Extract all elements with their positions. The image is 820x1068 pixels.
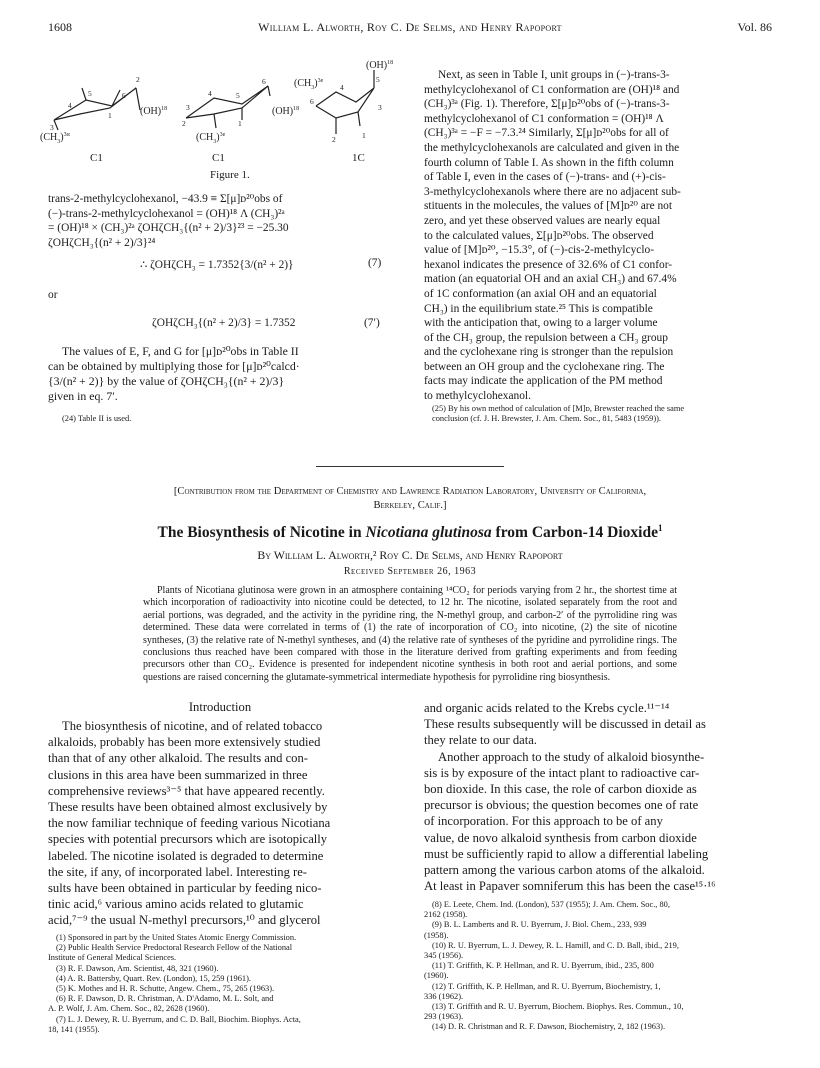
atom-num: 2 — [332, 135, 336, 144]
chair-1 — [54, 88, 140, 130]
text-line: methylcyclohexanol of C1 conformation = (OH)¹⁸ Λ — [424, 112, 664, 125]
text-line: sis is by exposure of the intact plant to radioactive car- — [424, 765, 700, 780]
text-line: value, de novo alkaloid synthesis from carbon dioxide — [424, 830, 697, 845]
footnote-line: (12) T. Griffith, K. P. Hellman, and R. U. Byerrum, Biochemistry, 1, — [432, 981, 661, 991]
text-line: can be obtained by multiplying those for [μ]ᴅ²⁰calcd· — [48, 359, 300, 373]
text-line: bon dioxide. In this case, the role of carbon dioxide as — [424, 782, 697, 797]
oh-label-1: (OH)$^{18}$ — [140, 106, 168, 117]
atom-num: 2 — [136, 75, 140, 84]
text-line: the methylcyclohexanols are calculated and given in the — [424, 141, 680, 154]
text-line: tinic acid,⁶ various amino acids related to glutamic — [48, 897, 304, 912]
ch3-label-2: $(CH_3)^{3e}$ — [196, 132, 226, 145]
oh-label-3: (OH)$^{18}$ — [366, 60, 394, 71]
atom-num: 5 — [236, 91, 240, 100]
intro-left-body — [48, 718, 396, 929]
atom-num: 4 — [340, 83, 344, 92]
text-line: fourth column of Table I. As shown in the fifth column — [424, 156, 674, 169]
text-line: to methylcyclohexanol. — [424, 390, 531, 403]
ch3-label-3: $(CH_3)^{3e}$ — [294, 78, 324, 91]
ring-label-c1: C1 — [90, 152, 103, 164]
footnote-25 — [424, 404, 772, 424]
text-line: than that of any other alkaloid. The results and con- — [48, 751, 308, 766]
intro-right-footnotes — [424, 900, 772, 1033]
text-line: zero, and yet these observed values are nearly equal — [424, 214, 661, 227]
intro-heading: Introduction — [188, 700, 252, 714]
atom-num: 1 — [238, 119, 242, 128]
or-text: or — [48, 289, 58, 301]
text-line: given in eq. 7′. — [48, 389, 118, 403]
text-line: between an OH group and the cyclohexane ring. The — [424, 360, 665, 373]
text-line: 3-methylcyclohexanols where there are no adjacent sub- — [424, 185, 681, 198]
equation-7prime-number: (7′) — [364, 317, 380, 329]
running-header-authors: William L. Alworth, Roy C. De Selms, and Henry Rapoport — [258, 20, 562, 34]
footnote-line: (8) E. Leete, Chem. Ind. (London), 537 (1955); J. Am. Chem. Soc., 80, — [432, 900, 670, 909]
footnote-line: (4) A. R. Battersby, Quart. Rev. (London), 15, 259 (1961). — [56, 973, 251, 983]
atom-num: 3 — [378, 103, 382, 112]
text-line: CH₃) in the equilibrium state.²⁵ This is compatible — [424, 302, 653, 315]
atom-num: 2 — [182, 119, 186, 128]
footnote-line: 345 (1956). — [424, 951, 464, 961]
volume-number: Vol. 86 — [737, 20, 772, 34]
text-line: labeled. The nicotine isolated is degraded to determine — [48, 848, 324, 863]
article-byline: By William L. Alworth,² Roy C. De Selms, and Henry Rapoport — [257, 548, 563, 562]
text-line: value of [M]ᴅ²⁰, −15.3°, of (−)-cis-2-methylcyclo- — [424, 244, 654, 257]
text-line: At least in Papaver somniferum this has been the case¹⁵·¹⁶ — [424, 879, 716, 894]
text-line: (CH₃)³ᵃ (Fig. 1). Therefore, Σ[μ]ᴅ²⁰obs of (−)-trans-3- — [424, 98, 670, 111]
text-line: These results have been obtained almost exclusively by — [48, 800, 328, 815]
text-line: sults have been obtained in particular by feeding nico- — [48, 881, 322, 896]
text-line: clusions in this area have been summarized in three — [48, 767, 308, 782]
text-line: and the cyclohexane ring is stronger than the repulsion — [424, 346, 674, 359]
text-line: ζOHζCH₃{(n² + 2)/3}²⁴ — [48, 236, 156, 249]
article-title: The Biosynthesis of Nicotine in Nicotiana glutinosa from Carbon-14 Dioxide$^1$ — [157, 523, 663, 542]
ring-label-c1-2: C1 — [212, 152, 225, 164]
equation-7-number: (7) — [368, 257, 382, 269]
text-line: (−)-trans-2-methylcyclohexanol = (OH)¹⁸ Λ (CH₃)²ᵃ — [48, 207, 285, 220]
contribution-text: Berkeley, Calif.] — [373, 500, 447, 511]
text-line: {3/(n² + 2)} by the value of ζOHζCH₃{(n² + 2)/3} — [48, 374, 285, 388]
intro-right-body — [424, 700, 772, 894]
footnote-24: (24) Table II is used. — [62, 414, 132, 423]
ring-label-1c: 1C — [352, 152, 365, 164]
footnote-line: 18, 141 (1955). — [48, 1024, 100, 1034]
atom-num: 1 — [108, 111, 112, 120]
left-para — [48, 344, 392, 404]
ch3-label-1: $(CH_3)^{3\alpha}$ — [40, 132, 70, 145]
oh-label-2: (OH)$^{18}$ — [272, 106, 300, 117]
figure-1-chairs — [36, 56, 406, 152]
footnote-line: (3) R. F. Dawson, Am. Scientist, 48, 321 (1960). — [56, 963, 219, 973]
atom-num: 5 — [88, 89, 92, 98]
text-line: of 1C conformation (an axial OH and an equatorial — [424, 287, 657, 300]
article-abstract: Plants of Nicotiana glutinosa were grown in an atmosphere containing ¹⁴CO₂ for periods varying from 2 hr., the shortest time at which incorporation of radioactivity into nicotine could be detected, to 12 hr. The nicotine, isolated separately from the root and aerial portions, was degraded, and the activity in the pyridine ring, the N-methyl group, and carbon-2′ of the pyrrolidine ring was determined. These data were correlated in terms of (1) the rate of incorporation of CO₂ into nicotine, (2) the site of nicotine syntheses, (3) the relative rate of N-methyl syntheses, and (4) the relative rate of syntheses of the pyridine and pyrrolidine rings. The conclusions thus reached have been compared with those in the literature derived from grafting experiments and from feeding precursors other than CO₂. Evidence is presented for independent nicotine synthesis in both root and aerial portions, and some questions are raised concerning the glutamate-symmetrical intermediate hypothesis for pyrrolidine ring biosynthesis. — [143, 585, 677, 683]
intro-left-footnotes — [48, 933, 396, 1035]
text-line: Another approach to the study of alkaloid biosynthe- — [438, 749, 705, 764]
text-line: hexanol indicates the presence of 32.6% of C1 confor- — [424, 258, 673, 271]
footnote-line: (11) T. Griffith, K. P. Hellman, and R. U. Byerrum, ibid., 235, 800 — [432, 961, 654, 971]
chair-2 — [186, 86, 270, 128]
footnote-line: 336 (1962). — [424, 991, 464, 1001]
footnote-line: 2162 (1958). — [424, 910, 468, 920]
text-line: of Table I, even in the cases of (−)-trans- and (+)-cis- — [424, 171, 666, 184]
page-number: 1608 — [48, 20, 72, 34]
footnote-line: A. P. Wolf, J. Am. Chem. Soc., 82, 2628 (1960). — [48, 1004, 210, 1014]
footnote-line: (7) L. J. Dewey, R. U. Byerrum, and C. D. Ball, Biochim. Biophys. Acta, — [56, 1014, 301, 1024]
footnote-line: (1960). — [424, 971, 449, 981]
text-line: mation (an equatorial OH and an axial CH₃) and 67.4% — [424, 273, 677, 286]
equation-7: ∴ ζOHζCH₃ = 1.7352{3/(n² + 2)} — [140, 259, 294, 271]
text-line: of the CH₃ group, the repulsion between a CH₃ group — [424, 331, 668, 344]
atom-num: 6 — [310, 97, 314, 106]
text-line: must be sufficiently rapid to allow a differential labeling — [424, 846, 709, 861]
text-line: methylcyclohexanol of C1 conformation are (OH)¹⁸ and — [424, 83, 680, 96]
atom-num: 6 — [122, 91, 126, 100]
text-line: facts may indicate the application of the PM method — [424, 375, 663, 388]
text-line: pattern among the various carbon atoms of the alkaloid. — [424, 863, 705, 878]
chair-3 — [316, 70, 374, 134]
atom-num: 6 — [262, 77, 266, 86]
footnote-line: (10) R. U. Byerrum, L. J. Dewey, R. L. Hamill, and C. D. Ball, ibid., 219, — [432, 940, 679, 950]
atom-num: 5 — [376, 75, 380, 84]
contribution-text: [Contribution from the Department of Chemistry and Lawrence Radiation Laboratory, University of California, — [173, 486, 647, 497]
footnote-line: (5) K. Mothes and H. R. Schutte, Angew. Chem., 75, 265 (1963). — [56, 984, 275, 994]
atom-num: 4 — [68, 101, 72, 110]
received-date: Received September 26, 1963 — [343, 566, 477, 577]
contribution-line — [40, 485, 780, 513]
text-line: of incorporation. For this approach to be of any — [424, 814, 663, 829]
atom-num: 4 — [208, 89, 212, 98]
text-line: and organic acids related to the Krebs cycle.¹¹⁻¹⁴ — [424, 701, 670, 715]
text-line: Next, as seen in Table I, unit groups in (−)-trans-3- — [438, 69, 670, 81]
footnote-line: (2) Public Health Service Predoctoral Research Fellow of the National — [56, 943, 293, 953]
atom-num: 3 — [186, 103, 190, 112]
text-line: acid,⁷⁻⁹ the usual N-methyl precursors,¹⁰ and glycerol — [48, 913, 321, 928]
text-line: the now familiar technique of feeding various Nicotiana — [48, 816, 331, 831]
text-line: These results subsequently will be discussed in detail as — [424, 717, 706, 732]
atom-num: 3 — [50, 123, 54, 132]
footnote-line: 293 (1963). — [424, 1012, 464, 1022]
equation-7prime: ζOHζCH₃{(n² + 2)/3} = 1.7352 — [152, 317, 296, 329]
footnote-line: (1958). — [424, 930, 449, 940]
text-line: they relate to our data. — [424, 733, 537, 748]
article-separator — [316, 466, 504, 467]
text-line: species with potential precursors which are isotopically — [48, 832, 328, 847]
footnote-line: Institute of General Medical Sciences. — [48, 953, 177, 963]
figure-caption: Figure 1. — [210, 169, 250, 181]
text-line: precursor is obvious; the question becomes one of rate — [424, 798, 699, 813]
text-line: with the anticipation that, owing to a larger volume — [424, 317, 658, 330]
right-top-text — [424, 68, 772, 404]
footnote-line: (9) B. L. Lamberts and R. U. Byerrum, J. Biol. Chem., 233, 939 — [432, 920, 647, 930]
footnote-line: conclusion (cf. J. H. Brewster, J. Am. Chem. Soc., 81, 5483 (1959)). — [432, 414, 662, 424]
text-line: comprehensive reviews³⁻⁵ that have appeared recently. — [48, 783, 325, 798]
text-line: The biosynthesis of nicotine, and of related tobacco — [62, 719, 323, 733]
left-top-text — [48, 192, 392, 250]
footnote-line: (25) By his own method of calculation of [M]ᴅ, Brewster reached the same — [432, 404, 685, 413]
atom-num: 1 — [362, 131, 366, 140]
footnote-line: (6) R. F. Dawson, D. R. Christman, A. D'Adamo, M. L. Solt, and — [56, 994, 274, 1004]
text-line: the site, if any, of incorporated label. Interesting re- — [48, 864, 308, 879]
footnote-line: (14) D. R. Christman and R. F. Dawson, Biochemistry, 2, 182 (1963). — [432, 1022, 666, 1032]
text-line: trans-2-methylcyclohexanol, −43.9 ≡ Σ[μ]ᴅ²⁰obs of — [48, 193, 283, 205]
text-line: alkaloids, probably has been more extensively studied — [48, 735, 321, 750]
text-line: to the calculated values, Σ[μ]ᴅ²⁰obs. The observed — [424, 229, 654, 242]
text-line: stituents in the molecules, the values of [M]ᴅ²⁰ are not — [424, 200, 673, 213]
footnote-line: (1) Sponsored in part by the United States Atomic Energy Commission. — [56, 933, 297, 942]
text-line: The values of E, F, and G for [μ]ᴅ²⁰obs in Table II — [62, 344, 299, 358]
text-line: = (OH)¹⁸ × (CH₃)²ᵃ ζOHζCH₃{(n² + 2)/3}²³ = −25.30 — [48, 222, 289, 235]
footnote-line: (13) T. Griffith and R. U. Byerrum, Biochem. Biophys. Res. Commun., 10, — [432, 1002, 684, 1012]
text-line: (CH₃)³ᵃ = −F = −7.3.²⁴ Similarly, Σ[μ]ᴅ²⁰obs for all of — [424, 127, 669, 140]
